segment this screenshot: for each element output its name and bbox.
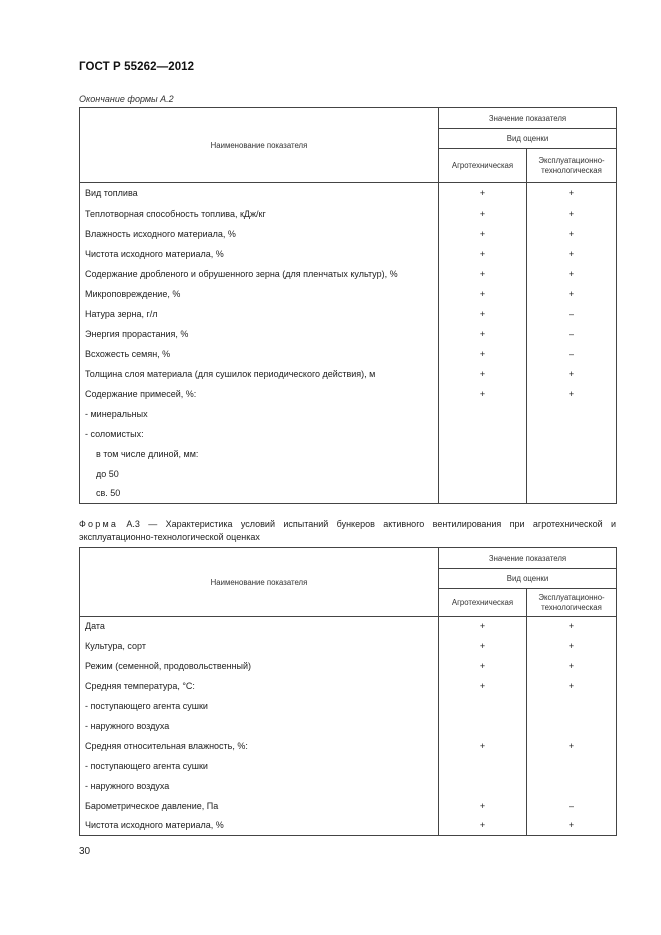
table1-header-value: Значение показателя	[439, 108, 617, 129]
row-agro-mark	[439, 716, 527, 736]
table1-header-exploit: Эксплуатационно-технологическая	[527, 149, 617, 183]
row-exploit-mark: +	[527, 736, 617, 756]
table-row	[80, 224, 617, 244]
row-exploit-mark: +	[527, 183, 617, 204]
row-agro-mark	[439, 484, 527, 504]
row-exploit-mark	[527, 424, 617, 444]
row-agro-mark: +	[439, 796, 527, 816]
row-name: Содержание примесей, %:	[80, 384, 439, 404]
table1-header-eval-type: Вид оценки	[439, 129, 617, 149]
row-exploit-mark: –	[527, 344, 617, 364]
row-name: Дата	[80, 617, 439, 636]
row-exploit-mark: +	[527, 284, 617, 304]
row-agro-mark: +	[439, 204, 527, 224]
row-agro-mark: +	[439, 636, 527, 656]
row-exploit-mark	[527, 696, 617, 716]
row-exploit-mark: +	[527, 656, 617, 676]
table2-caption-text: А.3 — Характеристика условий испытаний бункеров активного вентилирования при агротехнической и эксплуатационно-технологической оценках	[79, 519, 616, 542]
table-row	[80, 656, 617, 676]
table-row	[80, 284, 617, 304]
document-header: ГОСТ Р 55262—2012	[79, 61, 195, 73]
row-agro-mark: +	[439, 364, 527, 384]
row-name: до 50	[80, 464, 439, 484]
row-name: - минеральных	[80, 404, 439, 424]
row-name: - наружного воздуха	[80, 716, 439, 736]
table-row	[80, 404, 617, 424]
row-name: Толщина слоя материала (для сушилок периодического действия), м	[80, 364, 439, 384]
table-row	[80, 796, 617, 816]
table2-caption	[79, 518, 616, 543]
row-exploit-mark: +	[527, 264, 617, 284]
row-exploit-mark	[527, 464, 617, 484]
row-exploit-mark: +	[527, 384, 617, 404]
row-name: - наружного воздуха	[80, 776, 439, 796]
row-name: Режим (семенной, продовольственный)	[80, 656, 439, 676]
table-row	[80, 736, 617, 756]
row-exploit-mark: +	[527, 676, 617, 696]
table-row	[80, 444, 617, 464]
row-name: Средняя относительная влажность, %:	[80, 736, 439, 756]
table-row	[80, 484, 617, 504]
row-name: Чистота исходного материала, %	[80, 244, 439, 264]
table-row	[80, 756, 617, 776]
row-exploit-mark	[527, 756, 617, 776]
table1-header-agro: Агротехническая	[439, 149, 527, 183]
row-agro-mark: +	[439, 284, 527, 304]
row-name: Натура зерна, г/л	[80, 304, 439, 324]
row-exploit-mark: +	[527, 636, 617, 656]
row-exploit-mark: +	[527, 244, 617, 264]
row-agro-mark	[439, 464, 527, 484]
row-agro-mark	[439, 776, 527, 796]
row-name: - соломистых:	[80, 424, 439, 444]
row-name: в том числе длиной, мм:	[80, 444, 439, 464]
row-agro-mark: +	[439, 224, 527, 244]
table-row	[80, 364, 617, 384]
row-name: Всхожесть семян, %	[80, 344, 439, 364]
row-exploit-mark	[527, 776, 617, 796]
row-exploit-mark	[527, 484, 617, 504]
row-agro-mark	[439, 696, 527, 716]
row-agro-mark	[439, 404, 527, 424]
table-row	[80, 636, 617, 656]
row-agro-mark	[439, 444, 527, 464]
table-row	[80, 816, 617, 836]
table-row	[80, 183, 617, 204]
row-name: Энергия прорастания, %	[80, 324, 439, 344]
table2	[79, 547, 617, 836]
table2-header-exploit: Эксплуатационно-технологическая	[527, 589, 617, 617]
row-agro-mark: +	[439, 676, 527, 696]
table-row	[80, 204, 617, 224]
table-row	[80, 696, 617, 716]
row-exploit-mark	[527, 716, 617, 736]
row-exploit-mark: –	[527, 304, 617, 324]
table2-header-eval-type: Вид оценки	[439, 569, 617, 589]
row-agro-mark: +	[439, 617, 527, 636]
table2-caption-prefix: Форма	[79, 519, 119, 529]
row-agro-mark: +	[439, 264, 527, 284]
row-name: Средняя температура, °С:	[80, 676, 439, 696]
row-name: - поступающего агента сушки	[80, 756, 439, 776]
table-row	[80, 264, 617, 284]
table-row	[80, 344, 617, 364]
row-exploit-mark: +	[527, 364, 617, 384]
table2-header-value: Значение показателя	[439, 548, 617, 569]
table-row	[80, 384, 617, 404]
table2-header-name: Наименование показателя	[80, 548, 439, 617]
row-agro-mark: +	[439, 244, 527, 264]
table-row	[80, 324, 617, 344]
row-exploit-mark: +	[527, 617, 617, 636]
row-name: Содержание дробленого и обрушенного зерна (для пленчатых культур), %	[80, 264, 439, 284]
row-agro-mark: +	[439, 384, 527, 404]
row-name: Микроповреждение, %	[80, 284, 439, 304]
row-agro-mark: +	[439, 656, 527, 676]
table-row	[80, 304, 617, 324]
row-exploit-mark	[527, 404, 617, 424]
row-agro-mark: +	[439, 304, 527, 324]
table-row	[80, 776, 617, 796]
row-name: Влажность исходного материала, %	[80, 224, 439, 244]
row-agro-mark	[439, 424, 527, 444]
table-row	[80, 244, 617, 264]
row-name: Вид топлива	[80, 183, 439, 204]
row-agro-mark: +	[439, 816, 527, 836]
table1	[79, 107, 617, 504]
row-name: - поступающего агента сушки	[80, 696, 439, 716]
row-name: Барометрическое давление, Па	[80, 796, 439, 816]
table-row	[80, 617, 617, 636]
row-exploit-mark: –	[527, 324, 617, 344]
row-exploit-mark: +	[527, 204, 617, 224]
row-exploit-mark: +	[527, 816, 617, 836]
row-agro-mark	[439, 756, 527, 776]
row-name: св. 50	[80, 484, 439, 504]
table1-header-name: Наименование показателя	[80, 108, 439, 183]
page-number: 30	[79, 846, 91, 857]
row-agro-mark: +	[439, 736, 527, 756]
row-exploit-mark	[527, 444, 617, 464]
row-exploit-mark: +	[527, 224, 617, 244]
row-name: Культура, сорт	[80, 636, 439, 656]
row-agro-mark: +	[439, 344, 527, 364]
table2-header-agro: Агротехническая	[439, 589, 527, 617]
table-row	[80, 464, 617, 484]
table1-caption: Окончание формы А.2	[79, 94, 174, 104]
table-row	[80, 676, 617, 696]
table-row	[80, 424, 617, 444]
row-agro-mark: +	[439, 324, 527, 344]
row-agro-mark: +	[439, 183, 527, 204]
row-name: Теплотворная способность топлива, кДж/кг	[80, 204, 439, 224]
row-exploit-mark: –	[527, 796, 617, 816]
row-name: Чистота исходного материала, %	[80, 816, 439, 836]
table-row	[80, 716, 617, 736]
